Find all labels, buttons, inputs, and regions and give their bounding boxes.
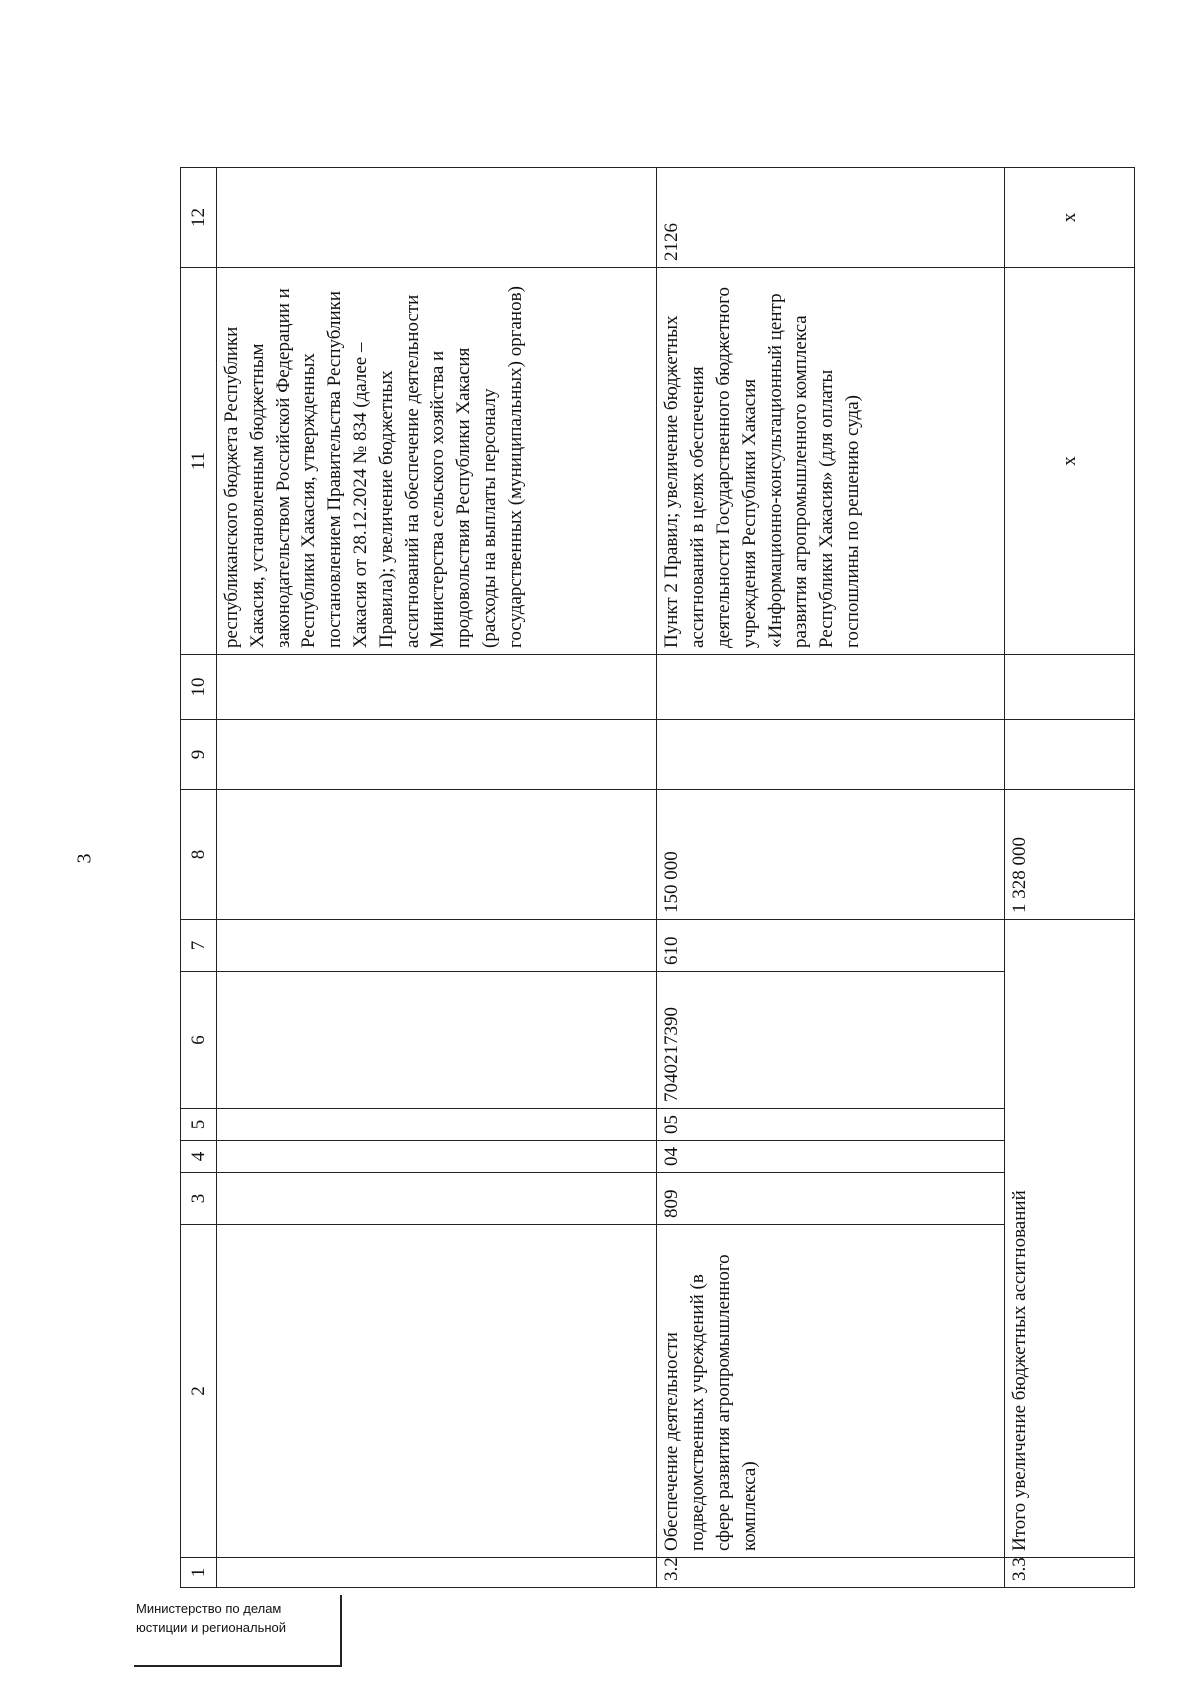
table-row-3-2	[657, 168, 1004, 1588]
legal-basis-cell: Пункт 2 Правил; увеличение бюджетных ассигнований в целях обеспечения деятельности Государственного бюджетного учреждения Республики Хакасия «Информационно-консультационный центр развития агропромышленного комплекса Республики Хакасия» (для оплаты госпошлины по решению суда)	[657, 268, 1004, 655]
stamp-line-1: Министерство по делам	[136, 1601, 282, 1616]
total-col11-cell: х	[1004, 268, 1134, 655]
header-cell: 8	[181, 790, 217, 920]
table-cell	[217, 1558, 657, 1588]
total-label-cell: Итого увеличение бюджетных ассигнований	[1004, 920, 1134, 1558]
row-number-cell: 3.2	[657, 1558, 1004, 1588]
code-cell: 2126	[657, 168, 1004, 268]
header-cell: 3	[181, 1173, 217, 1225]
budget-table	[180, 167, 1135, 1588]
header-cell: 2	[181, 1225, 217, 1558]
header-cell: 1	[181, 1558, 217, 1588]
total-col12-cell: х	[1004, 168, 1134, 268]
table-cell	[217, 1225, 657, 1558]
header-cell: 10	[181, 655, 217, 720]
table-cell	[217, 1109, 657, 1141]
row-number-cell: 3.3	[1004, 1558, 1134, 1588]
header-cell: 7	[181, 920, 217, 972]
header-cell: 5	[181, 1109, 217, 1141]
table-cell	[217, 655, 657, 720]
header-cell: 6	[181, 972, 217, 1109]
expense-type-cell: 610	[657, 920, 1004, 972]
table-cell	[217, 790, 657, 920]
section-cell: 04	[657, 1141, 1004, 1173]
table-header-row	[181, 168, 217, 1588]
stamp-line-2: юстиции и региональной	[136, 1620, 287, 1635]
subsection-cell: 05	[657, 1109, 1004, 1141]
code-cell: 809	[657, 1173, 1004, 1225]
table-row-continuation	[217, 168, 657, 1588]
item-name-cell: Обеспечение деятельности подведомственных учреждений (в сфере развития агропромышленного комплекса)	[657, 1225, 1004, 1558]
table-cell	[217, 972, 657, 1109]
header-cell: 12	[181, 168, 217, 268]
table-cell	[657, 720, 1004, 790]
table-cell	[1004, 720, 1134, 790]
header-cell: 11	[181, 268, 217, 655]
target-article-cell: 7040217390	[657, 972, 1004, 1109]
table-cell	[657, 655, 1004, 720]
table-cell	[217, 720, 657, 790]
table-cell	[217, 1173, 657, 1225]
legal-basis-cell: республиканского бюджета Республики Хакасия, установленным бюджетным законодательством Российской Федерации и Республики Хакасия, утвержденных постановлением Правительства Республики Хакасия от 28.12.2024 № 834 (далее – Правила); увеличение бюджетных ассигнований на обеспечение деятельности Министерства сельского хозяйства и продовольствия Республики Хакасия (расходы на выплаты персоналу государственных (муниципальных) органов)	[217, 268, 657, 655]
table-row-3-3	[1004, 168, 1134, 1588]
table-cell	[1004, 655, 1134, 720]
ministry-stamp	[134, 1595, 342, 1667]
header-cell: 4	[181, 1141, 217, 1173]
page-number: 3	[73, 853, 96, 864]
table-cell	[217, 920, 657, 972]
header-cell: 9	[181, 720, 217, 790]
table-cell	[217, 1141, 657, 1173]
table-cell	[217, 168, 657, 268]
amount-cell: 150 000	[657, 790, 1004, 920]
rotated-table-container	[180, 198, 1135, 1588]
total-amount-cell: 1 328 000	[1004, 790, 1134, 920]
